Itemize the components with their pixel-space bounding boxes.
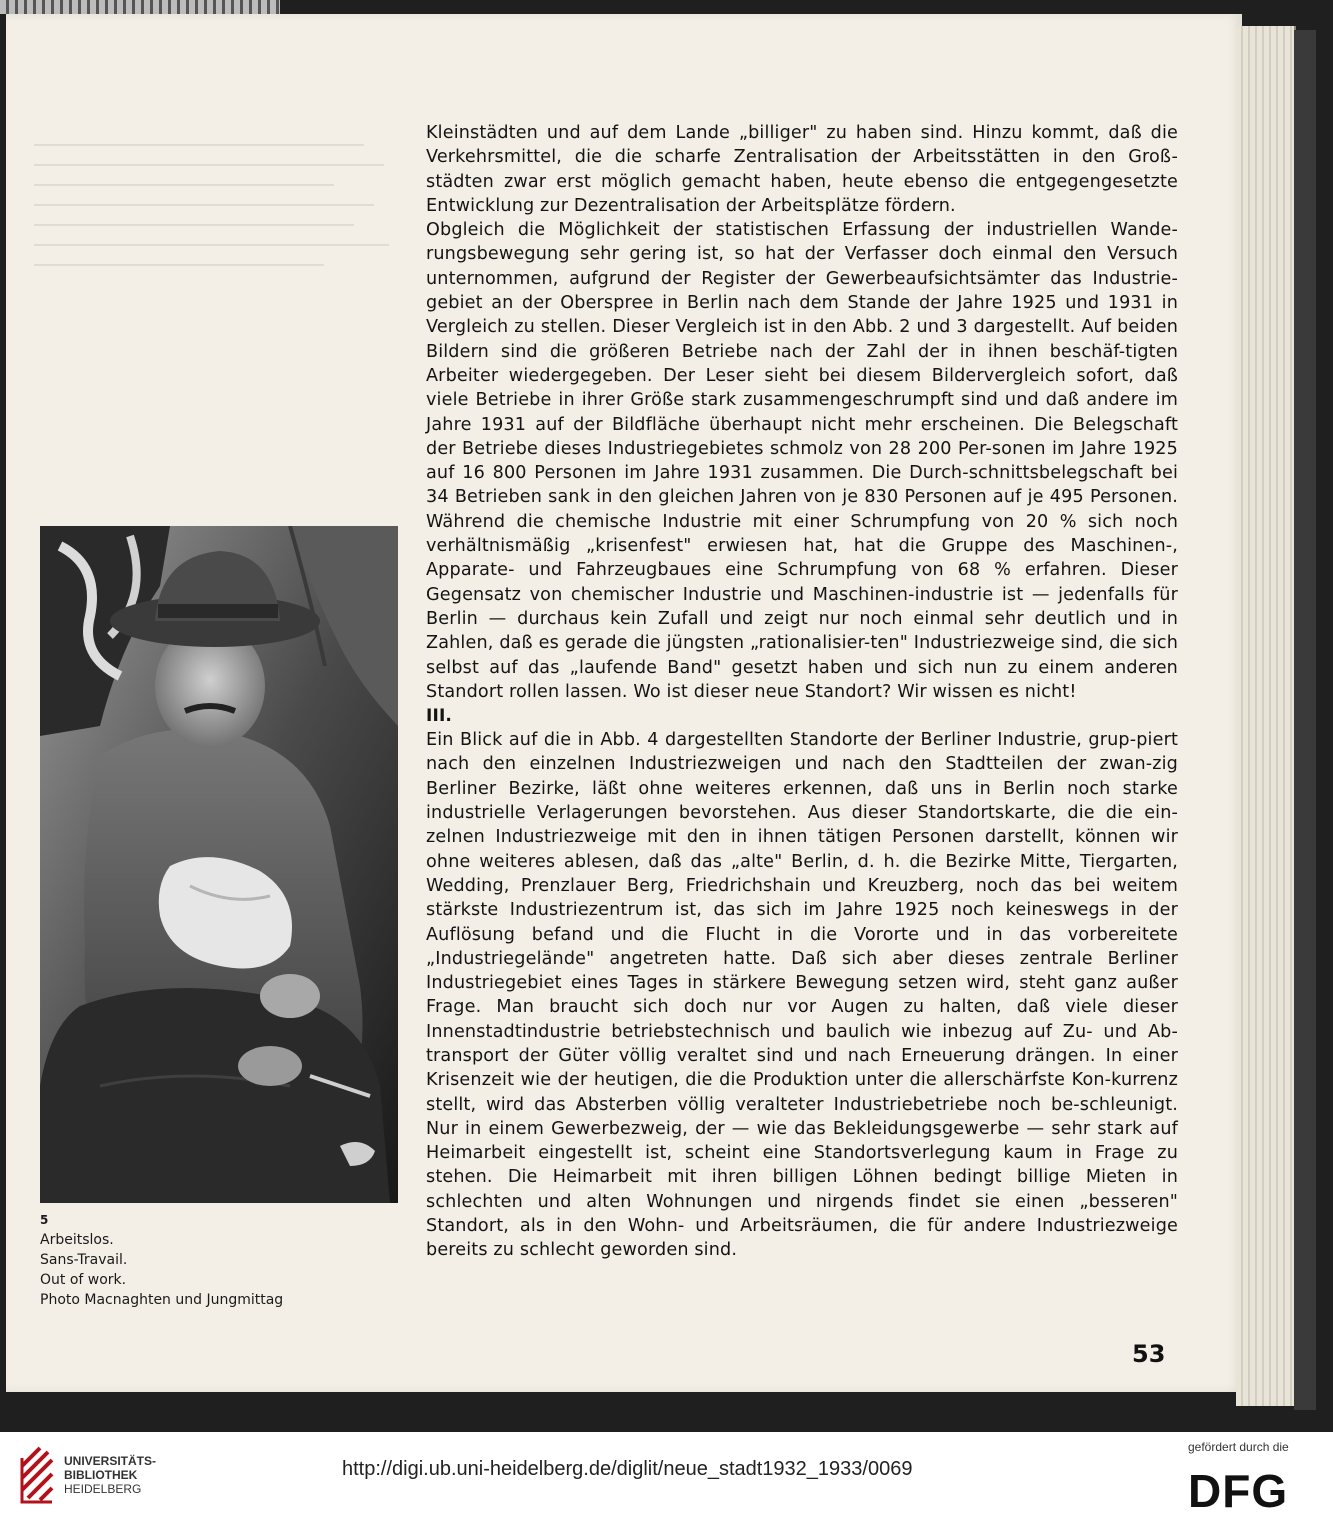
photo-credit: Photo Macnaghten und Jungmittag xyxy=(40,1292,284,1308)
bleed-through xyxy=(34,144,404,284)
library-name-line-2: BIBLIOTHEK xyxy=(64,1468,138,1482)
dfg-logo: DFG xyxy=(1188,1465,1289,1517)
paragraph: Obgleich die Möglichkeit der statistischen Erfassung der industriellen Wande-rungsbewegung sehr gering ist, so hat der Verfasser doch einmal den Versuch unternommen, aufgrund der Register der Gewerbeaufsichtsämter das Industrie-gebiet an der Oberspree in Berlin nach dem Stande der Jahre 1925 und 1931 in Vergleich zu stellen. Dieser Vergleich ist in den Abb. 2 und 3 dargestellt. Auf beiden Bildern sind die größeren Betriebe nach der Zahl der in ihnen beschäf-tigten Arbeiter wiedergegeben. Der Leser sieht bei diesem Bildervergleich sofort, daß viele Betriebe in ihrer Größe stark zusammengeschrumpft sind und daß andere im Jahre 1931 auf der Bildfläche überhaupt nicht mehr erscheinen. Die Belegschaft der Betriebe dieses Industriegebietes schmolz von 28 200 Per-sonen im Jahre 1925 auf 16 800 Personen im Jahre 1931 zusammen. Die Durch-schnittsbelegschaft bei 34 Betrieben sank in den gleichen Jahren von je 830 Personen auf je 495 Personen. Während die chemische Industrie mit einer Schrumpfung von 20 % sich noch verhältnismäßig „krisenfest" erwiesen hat, hat die Gruppe des Maschinen-, Apparate- und Fahrzeugbaues eine Schrumpfung von 68 % erfahren. Dieser Gegensatz von chemischer Industrie und Maschinen-industrie ist — jedenfalls für Berlin — durchaus kein Zufall und zeigt nur noch einmal sehr deutlich und in Zahlen, daß es gerade die jüngsten „rationalisier-ten" Industriezweige sind, die sich selbst auf das „laufende Band" gesetzt haben und sich nun zu einem anderen Standort rollen lassen. Wo ist dieser neue Standort? Wir wissen es nicht! xyxy=(426,220,1178,702)
photo-unemployed-man xyxy=(40,526,398,1203)
book-cover-edge xyxy=(1294,30,1316,1410)
photo-illustration xyxy=(40,526,398,1203)
library-name-line-1: UNIVERSITÄTS- xyxy=(64,1454,157,1468)
library-city: HEIDELBERG xyxy=(64,1482,142,1496)
article-body xyxy=(426,121,1178,1263)
digitization-footer xyxy=(0,1432,1333,1528)
permalink-url[interactable]: http://digi.ub.uni-heidelberg.de/diglit/neue_stadt1932_1933/0069 xyxy=(342,1458,913,1480)
university-library-logo-icon xyxy=(18,1444,58,1506)
page-edges xyxy=(1236,26,1296,1406)
caption-german: Arbeitslos. xyxy=(40,1232,114,1248)
library-name xyxy=(64,1454,156,1496)
funded-by-label: gefördert durch die xyxy=(1188,1440,1289,1454)
binding-strip xyxy=(0,0,280,14)
caption-french: Sans-Travail. xyxy=(40,1252,128,1268)
paragraph: Ein Blick auf die in Abb. 4 dargestellten Standorte der Berliner Industrie, grup-piert nach den einzelnen Industriezweigen und nach den Stadtteilen der zwan-zig Berliner Bezirke, läßt ohne weiteres erkennen, daß uns in Berlin noch starke industrielle Verlagerungen bevorstehen. Aus dieser Standortskarte, die die ein-zelnen Industriezweige mit den in ihnen tätigen Personen darstellt, können wir ohne weiteres ablesen, daß das „alte" Berlin, d. h. die Bezirke Mitte, Tiergarten, Wedding, Prenzlauer Berg, Friedrichshain und Kreuzberg, noch das bei weitem stärkste Industriezentrum ist, das sich im Jahre 1925 noch keineswegs in der Auflösung befand und die Flucht in die Vororte und in das vorbereitete „Industriegelände" angetreten hatte. Daß sich aber dieses zentrale Berliner Industriegebiet eines Tages in stärkere Bewegung setzen wird, steht ganz außer Frage. Man braucht sich doch nur vor Augen zu halten, daß viele dieser Innenstadtindustrie betriebstechnisch und baulich wie inbezug auf Zu- und Ab-transport der Güter völlig veraltet sind und nach Erneuerung drängen. In einer Krisenzeit wie der heutigen, die die Produktion unter die allerschärfste Kon-kurrenz stellt, wird das Absterben völlig veralteter Industriebetriebe noch be-schleunigt. Nur in einem Gewerbezweig, der — wie das Bekleidungsgewerbe — sehr stark auf Heimarbeit eingestellt ist, scheint eine Standortsverlegung kaum in Frage zu stehen. Die Heimarbeit mit ihren billigen Löhnen bedingt billige Mieten in schlechten und alten Wohnungen und nirgends findet sie einen „besseren" Standort, als in den Wohn- und Arbeitsräumen, die für andere Industriezweige bereits zu schlecht geworden sind. xyxy=(426,730,1178,1261)
page-paper xyxy=(6,14,1242,1392)
figure-number: 5 xyxy=(40,1213,49,1227)
paragraph: Kleinstädten und auf dem Lande „billiger" zu haben sind. Hinzu kommt, daß die Verkehrsmittel, die die scharfe Zentralisation der Arbeitsstätten in den Groß-städten zwar erst möglich gemacht haben, heute ebenso die entgegengesetzte Entwicklung zur Dezentralisation der Arbeitsplätze fördern. xyxy=(426,123,1178,216)
caption-english: Out of work. xyxy=(40,1272,127,1288)
photo-caption xyxy=(40,1210,360,1310)
section-heading: III. xyxy=(426,706,453,727)
page-number: 53 xyxy=(1132,1340,1166,1368)
